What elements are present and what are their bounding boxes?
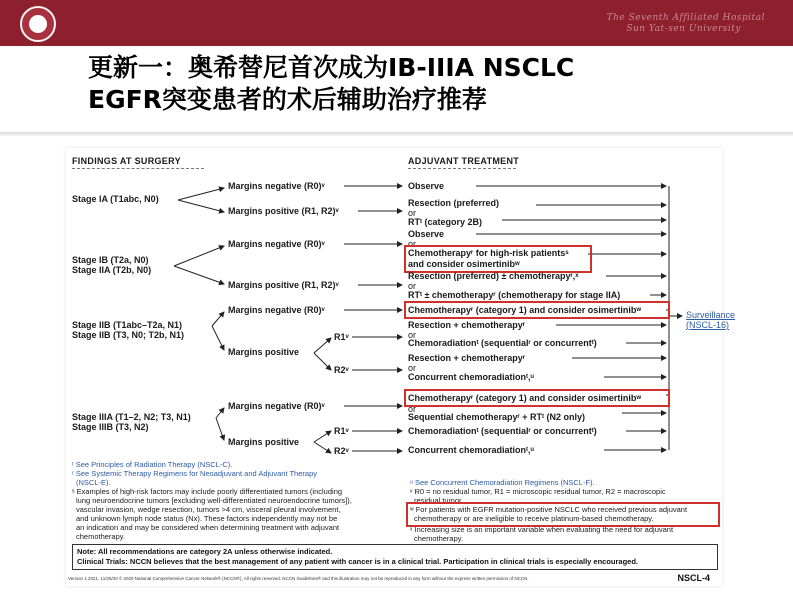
stage-iia-label: Stage IIA (T2b, N0) <box>72 265 152 275</box>
footnote-w-line-2: chemotherapy or are ineligible to receive platinum-based chemotherapy. <box>414 514 654 523</box>
stage-ib-label: Stage IB (T2a, N0) <box>72 255 149 265</box>
footnote-x-line-2: chemotherapy. <box>414 534 464 543</box>
iiia-concurrent-chemorad: Concurrent chemoradiationᵗ,ᵘ <box>408 445 534 455</box>
iib-r1: R1ᵛ <box>334 332 349 342</box>
footnote-t-link[interactable]: ᵗ See Principles of Radiation Therapy (NSCL-C). <box>72 460 233 469</box>
footnote-s-line-4: and unknown lymph node status (Nx). These factors independently may not be <box>76 514 338 523</box>
footnote-s-line-1: ˢ Examples of high-risk factors may include poorly differentiated tumors (including <box>72 487 343 496</box>
note-line-2: Clinical Trials: NCCN believes that the best management of any patient with cancer is in a clinical trial. Participation in clinical trials is especially encouraged. <box>77 557 639 566</box>
ia-resection-preferred: Resection (preferred) <box>408 198 500 208</box>
slide-title-line-1: 更新一：奥希替尼首次成为IB-IIIA NSCLC <box>88 53 575 82</box>
iib-or-2: or <box>408 363 417 373</box>
iib-margins-positive: Margins positive <box>228 347 300 357</box>
ib-margins-positive: Margins positive (R1, R2)ᵛ <box>228 280 339 290</box>
footnote-w-line-1: ʷ For patients with EGFR mutation-positive NSCLC who received previous adjuvant <box>410 505 688 514</box>
iib-resection-chemo-2: Resection + chemotherapyʳ <box>408 353 526 363</box>
watermark-line-2: Sun Yat-sen University <box>626 24 741 34</box>
iiia-margins-negative: Margins negative (R0)ᵛ <box>228 401 325 411</box>
highlight-box-footnote-w <box>406 502 720 527</box>
header-adjuvant: ADJUVANT TREATMENT <box>408 156 520 166</box>
ib-margins-negative: Margins negative (R0)ᵛ <box>228 239 325 249</box>
header-findings: FINDINGS AT SURGERY <box>72 156 181 166</box>
stage-iib-label-2: Stage IIB (T3, N0; T2b, N1) <box>72 330 185 340</box>
ib-observe: Observe <box>408 229 445 239</box>
highlight-box-iiia <box>404 389 670 407</box>
nccn-guideline-page <box>66 148 736 586</box>
ib-chemo-high-risk-line-1: Chemotherapyʳ for high-risk patientsˢ <box>408 248 569 258</box>
surveillance-link[interactable]: Surveillance <box>686 310 736 320</box>
footnote-v-line-1: ᵛ R0 = no residual tumor, R1 = microscopic residual tumor, R2 = macroscopic <box>410 487 666 496</box>
ib-resection-chemo: Resection (preferred) ± chemotherapyʳ,ˣ <box>408 271 579 281</box>
footnote-s-line-5: an indication and may be considered when determining treatment with adjuvant <box>76 523 340 532</box>
note-box <box>72 544 718 570</box>
footnote-s-line-2: lung neuroendocrine tumors [excluding well-differentiated neuroendocrine tumors]), <box>76 496 352 505</box>
page-code: NSCL-4 <box>677 573 710 583</box>
iiia-chemoradiation-seq: Chemoradiationᵗ (sequentialʳ or concurrentᵗ) <box>408 426 597 436</box>
highlight-box-ib <box>404 245 592 273</box>
footnote-s-line-3: vascular invasion, wedge resection, tumors >4 cm, visceral pleural involvement, <box>76 505 341 514</box>
surveillance-ref-link[interactable]: (NSCL-16) <box>686 320 730 330</box>
footnote-r-link-2[interactable]: (NSCL-E). <box>76 478 111 487</box>
iiia-r2: R2ᵛ <box>334 446 349 456</box>
ib-chemo-high-risk-line-2: and consider osimertinibʷ <box>408 259 520 269</box>
title-divider <box>0 132 793 136</box>
iib-margins-negative: Margins negative (R0)ᵛ <box>228 305 325 315</box>
ia-rt-category-2b: RTᵗ (category 2B) <box>408 217 482 227</box>
footnote-s-line-6: chemotherapy. <box>76 532 126 541</box>
iib-r2: R2ᵛ <box>334 365 349 375</box>
stage-ia-label: Stage IA (T1abc, N0) <box>72 194 159 204</box>
ia-observe: Observe <box>408 181 445 191</box>
stage-iiib-label: Stage IIIB (T3, N2) <box>72 422 149 432</box>
footnote-x-line-1: ˣ Increasing size is an important variable when evaluating the need for adjuvant <box>410 525 674 534</box>
ia-margins-positive: Margins positive (R1, R2)ᵛ <box>228 206 339 216</box>
ia-or: or <box>408 208 417 218</box>
iiia-or: or <box>408 404 417 414</box>
stage-iib-label-1: Stage IIB (T1abc–T2a, N1) <box>72 320 183 330</box>
stage-iiia-label: Stage IIIA (T1–2, N2; T3, N1) <box>72 412 191 422</box>
iiia-chemo-category-1: Chemotherapyʳ (category 1) and consider osimertinibʷ <box>408 393 642 403</box>
ia-margins-negative: Margins negative (R0)ᵛ <box>228 181 325 191</box>
iib-chemoradiation-seq: Chemoradiationᵗ (sequentialʳ or concurrentᵗ) <box>408 338 597 348</box>
hospital-logo-icon <box>20 6 56 42</box>
watermark-line-1: The Seventh Affiliated Hospital <box>606 13 765 23</box>
iib-or: or <box>408 330 417 340</box>
iiia-margins-positive: Margins positive <box>228 437 300 447</box>
iib-resection-chemo: Resection + chemotherapyʳ <box>408 320 526 330</box>
version-line: Version 1.2021, 11/25/20 © 2020 National Comprehensive Cancer Network® (NCCN®), All rights reserved. NCCN Guidelines® and this illustration may not be reproduced in any form without the express written permission of NCCN. <box>68 576 529 581</box>
iib-concurrent-chemorad: Concurrent chemoradiationᵗ,ᵘ <box>408 372 534 382</box>
iiia-r1: R1ᵛ <box>334 426 349 436</box>
note-line-1: Note: All recommendations are category 2A unless otherwise indicated. <box>77 547 333 556</box>
ib-or-2: or <box>408 281 417 291</box>
iiia-sequential-chemo-rt: Sequential chemotherapyʳ + RTᵗ (N2 only) <box>408 412 586 422</box>
footnote-r-link-1[interactable]: ʳ See Systemic Therapy Regimens for Neoadjuvant and Adjuvant Therapy <box>72 469 317 478</box>
footnote-v-line-2: residual tumor. <box>414 496 464 505</box>
slide-title-line-2: EGFR突变患者的术后辅助治疗推荐 <box>88 85 487 114</box>
ib-rt-chemo-iia: RTᵗ ± chemotherapyʳ (chemotherapy for stage IIA) <box>408 290 621 300</box>
highlight-box-iib <box>404 301 670 319</box>
footnote-u-link[interactable]: ᵘ See Concurrent Chemoradiation Regimens (NSCL-F). <box>410 478 595 487</box>
slide-title <box>88 52 748 116</box>
ib-or: or <box>408 239 417 249</box>
header-banner <box>0 0 793 46</box>
iib-chemo-category-1: Chemotherapyʳ (category 1) and consider osimertinibʷ <box>408 305 642 315</box>
